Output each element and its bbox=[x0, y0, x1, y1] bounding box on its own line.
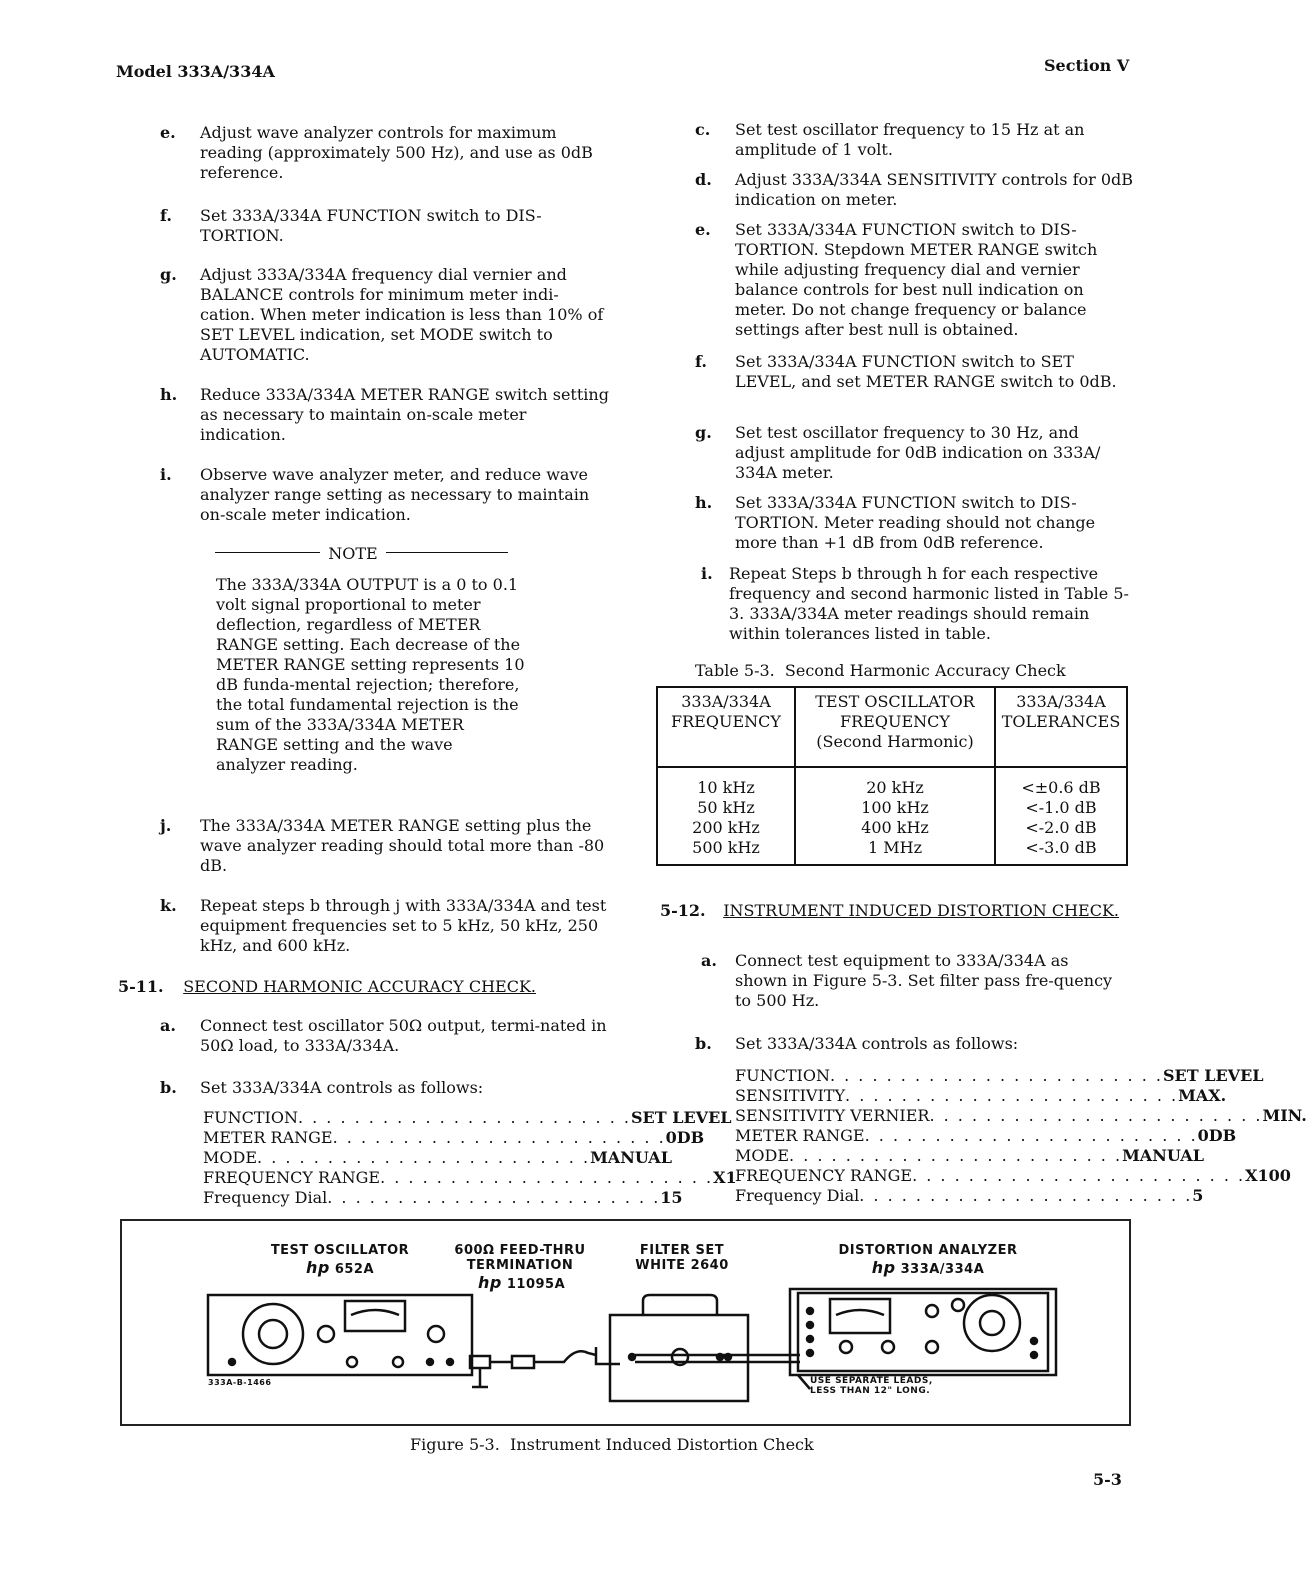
step-text: Connect test equipment to 333A/334A as shown in Figure 5-3. Set filter pass fre-quency to 500 Hz. bbox=[735, 951, 1113, 1010]
section-title: INSTRUMENT INDUCED DISTORTION CHECK. bbox=[723, 901, 1119, 920]
step-letter: h. bbox=[695, 493, 713, 512]
section-5-12-heading bbox=[660, 901, 1140, 921]
control-row bbox=[735, 1166, 1291, 1186]
step-letter: g. bbox=[695, 423, 712, 442]
control-name: MODE bbox=[203, 1148, 258, 1167]
step-text: Set test oscillator frequency to 30 Hz, and adjust amplitude for 0dB indication on 333A/ 334A meter. bbox=[735, 423, 1101, 482]
feed-thru-adapter bbox=[512, 1356, 534, 1368]
control-name: FUNCTION bbox=[735, 1066, 830, 1085]
step-letter: f. bbox=[160, 206, 172, 225]
analyzer-meter bbox=[830, 1299, 890, 1333]
step-letter: e. bbox=[160, 123, 176, 142]
control-value: SET LEVEL bbox=[630, 1108, 732, 1127]
note-rule-right bbox=[386, 552, 508, 553]
analyzer-jack bbox=[1031, 1352, 1037, 1358]
analyzer-dial-knob bbox=[980, 1311, 1004, 1335]
step-letter: a. bbox=[701, 951, 717, 970]
oscillator-meter-arc bbox=[351, 1310, 399, 1315]
table-caption: Table 5-3. Second Harmonic Accuracy Check bbox=[695, 661, 1066, 680]
analyzer-dial bbox=[964, 1295, 1020, 1351]
control-row bbox=[735, 1086, 1227, 1106]
section-number: 5-12. bbox=[660, 901, 706, 920]
control-name: FREQUENCY RANGE bbox=[203, 1168, 381, 1187]
termination-model: 11095A bbox=[506, 1277, 566, 1292]
oscillator-jack bbox=[427, 1359, 433, 1365]
section-number: 5-11. bbox=[118, 977, 164, 996]
control-value: 0DB bbox=[1197, 1126, 1237, 1145]
termination-line2: TERMINATION bbox=[466, 1258, 574, 1273]
analyzer-jack bbox=[807, 1322, 813, 1328]
control-name: METER RANGE bbox=[735, 1126, 865, 1145]
control-value: X100 bbox=[1245, 1166, 1291, 1185]
section-title: SECOND HARMONIC ACCURACY CHECK. bbox=[183, 977, 536, 996]
table-cell: <-2.0 dB bbox=[1025, 818, 1097, 837]
control-row bbox=[735, 1106, 1307, 1126]
lead-note-line: LESS THAN 12" LONG. bbox=[810, 1386, 931, 1396]
note-rule-left bbox=[215, 552, 320, 553]
hp-logo: hp bbox=[478, 1273, 502, 1292]
dot-leader: . . . . . . . . . . . . . . . . . . . . . . . . bbox=[297, 1108, 631, 1127]
analyzer-name: DISTORTION ANALYZER bbox=[838, 1243, 1018, 1258]
cable bbox=[596, 1347, 620, 1364]
oscillator-knob bbox=[428, 1326, 444, 1342]
analyzer-knob bbox=[840, 1341, 852, 1353]
control-value: MANUAL bbox=[1122, 1146, 1204, 1165]
header-line: TOLERANCES bbox=[1001, 712, 1121, 731]
table-cell: 20 kHz bbox=[866, 778, 924, 797]
step-text: Set 333A/334A FUNCTION switch to SET LEVEL, and set METER RANGE switch to 0dB. bbox=[735, 352, 1117, 391]
control-row bbox=[203, 1108, 732, 1128]
header-line: FREQUENCY bbox=[840, 712, 950, 731]
analyzer-jack bbox=[807, 1350, 813, 1356]
step-letter: a. bbox=[160, 1016, 176, 1035]
oscillator-jack bbox=[229, 1359, 235, 1365]
step-letter: c. bbox=[695, 120, 711, 139]
header-line: 333A/334A bbox=[681, 692, 771, 711]
step-text: Adjust wave analyzer controls for maximum reading (approximately 500 Hz), and use as 0dB reference. bbox=[200, 123, 593, 182]
control-row bbox=[735, 1066, 1264, 1086]
analyzer-knob bbox=[952, 1299, 964, 1311]
control-name: METER RANGE bbox=[203, 1128, 333, 1147]
step-letter: h. bbox=[160, 385, 178, 404]
table-header bbox=[657, 687, 795, 767]
table-header-row bbox=[657, 687, 1127, 767]
filter-handle bbox=[643, 1295, 717, 1315]
oscillator-meter bbox=[345, 1301, 405, 1331]
control-value: 15 bbox=[660, 1188, 683, 1207]
oscillator-jack bbox=[347, 1357, 357, 1367]
page-number: 5-3 bbox=[1093, 1470, 1122, 1489]
step-text: Set 333A/334A controls as follows: bbox=[735, 1034, 1019, 1053]
analyzer-jack bbox=[807, 1308, 813, 1314]
oscillator-knob bbox=[318, 1326, 334, 1342]
step-letter: d. bbox=[695, 170, 712, 189]
dot-leader: . . . . . . . . . . . . . . . . . . . . . . . . bbox=[912, 1166, 1246, 1185]
dot-leader: . . . . . . . . . . . . . . . . . . . . . . . . bbox=[380, 1168, 714, 1187]
step-text: Repeat Steps b through h for each respective frequency and second harmonic listed in Table 5-3. 333A/334A meter readings should remain within tolerances listed in table. bbox=[729, 564, 1129, 643]
table-cell: 10 kHz bbox=[697, 778, 755, 797]
control-value: 0DB bbox=[665, 1128, 705, 1147]
step-text: Set 333A/334A FUNCTION switch to DIS-TORTION. Stepdown METER RANGE switch while adjusting frequency dial and vernier balance controls for best null indication on meter. Do not change frequency or balance settings after best null is obtained. bbox=[735, 220, 1098, 339]
table-cell: 400 kHz bbox=[861, 818, 929, 837]
control-row bbox=[735, 1126, 1237, 1146]
dot-leader: . . . . . . . . . . . . . . . . . . . . . . . . bbox=[789, 1146, 1123, 1165]
control-value: 5 bbox=[1192, 1186, 1204, 1205]
control-name: Frequency Dial bbox=[735, 1186, 860, 1205]
table-cell: <-1.0 dB bbox=[1025, 798, 1097, 817]
control-name: Frequency Dial bbox=[203, 1188, 328, 1207]
control-name: FREQUENCY RANGE bbox=[735, 1166, 913, 1185]
hp-logo: hp bbox=[305, 1258, 330, 1277]
control-row bbox=[735, 1146, 1204, 1166]
lead-note bbox=[810, 1376, 933, 1396]
figure-caption: Figure 5-3. Instrument Induced Distortion Check bbox=[410, 1435, 814, 1454]
step-text: Connect test oscillator 50Ω output, termi-nated in 50Ω load, to 333A/334A. bbox=[200, 1016, 607, 1055]
control-name: SENSITIVITY bbox=[735, 1086, 846, 1105]
table-col-freq bbox=[657, 767, 795, 865]
control-row bbox=[203, 1168, 737, 1188]
header-line: (Second Harmonic) bbox=[816, 732, 974, 751]
control-name: SENSITIVITY VERNIER bbox=[735, 1106, 930, 1125]
table-cell: 200 kHz bbox=[692, 818, 760, 837]
connection-cables bbox=[470, 1347, 800, 1387]
step-text: Set 333A/334A controls as follows: bbox=[200, 1078, 484, 1097]
controls-512 bbox=[735, 1066, 1307, 1206]
step-letter: k. bbox=[160, 896, 177, 915]
step-letter: i. bbox=[160, 465, 172, 484]
filter-jack bbox=[717, 1354, 723, 1360]
table-body bbox=[657, 767, 1127, 865]
step-text: Repeat steps b through j with 333A/334A and test equipment frequencies set to 5 kHz, 50 kHz, 250 kHz, and 600 kHz. bbox=[200, 896, 607, 955]
step-text: Adjust 333A/334A SENSITIVITY controls for 0dB indication on meter. bbox=[735, 170, 1134, 209]
step-letter: i. bbox=[701, 564, 713, 583]
control-value: X1 bbox=[713, 1168, 737, 1187]
filter-name: FILTER SET bbox=[639, 1243, 725, 1258]
oscillator-dial-knob bbox=[259, 1320, 287, 1348]
step-text: Adjust 333A/334A frequency dial vernier and BALANCE controls for minimum meter indi-cation. When meter indication is less than 10% of SET LEVEL indication, set MODE switch to AUTOMATIC. bbox=[200, 265, 604, 364]
table-header bbox=[995, 687, 1127, 767]
control-row bbox=[735, 1186, 1204, 1206]
filter-jack bbox=[629, 1354, 635, 1360]
analyzer-meter-arc bbox=[836, 1310, 884, 1315]
dot-leader: . . . . . . . . . . . . . . . . . . . . . . . . bbox=[257, 1148, 591, 1167]
table-5-3 bbox=[656, 686, 1128, 866]
step-letter: g. bbox=[160, 265, 177, 284]
figure-part-number: 333A-B-1466 bbox=[208, 1378, 272, 1387]
step-text: Set 333A/334A FUNCTION switch to DIS-TORTION. bbox=[200, 206, 542, 245]
oscillator-name: TEST OSCILLATOR bbox=[270, 1243, 410, 1258]
header-model: Model 333A/334A bbox=[116, 62, 275, 81]
control-value: MIN. bbox=[1262, 1106, 1307, 1125]
step-text: The 333A/334A METER RANGE setting plus the wave analyzer reading should total more than -80 dB. bbox=[200, 816, 605, 875]
header-line: TEST OSCILLATOR bbox=[815, 692, 975, 711]
table-header bbox=[795, 687, 995, 767]
lead-note-line: USE SEPARATE LEADS, bbox=[810, 1376, 933, 1386]
dot-leader: . . . . . . . . . . . . . . . . . . . . . . . . bbox=[845, 1086, 1179, 1105]
termination-name: 600Ω FEED-THRU bbox=[454, 1243, 586, 1258]
analyzer-model: 333A/334A bbox=[900, 1262, 985, 1277]
control-value: MAX. bbox=[1178, 1086, 1227, 1105]
oscillator-dial bbox=[243, 1304, 303, 1364]
note-heading: NOTE bbox=[328, 544, 378, 563]
analyzer-knob bbox=[926, 1305, 938, 1317]
figure-5-3-diagram bbox=[120, 1219, 1127, 1422]
control-value: SET LEVEL bbox=[1162, 1066, 1264, 1085]
step-letter: b. bbox=[695, 1034, 712, 1053]
dot-leader: . . . . . . . . . . . . . . . . . . . . . . . . bbox=[859, 1186, 1193, 1205]
control-name: MODE bbox=[735, 1146, 790, 1165]
step-text: Reduce 333A/334A METER RANGE switch setting as necessary to maintain on-scale meter indication. bbox=[200, 385, 609, 444]
step-letter: e. bbox=[695, 220, 711, 239]
oscillator-jack bbox=[393, 1357, 403, 1367]
control-row bbox=[203, 1148, 672, 1168]
analyzer-jack bbox=[807, 1336, 813, 1342]
filter-drawing bbox=[610, 1295, 748, 1401]
hp-logo: hp bbox=[871, 1258, 896, 1277]
table-cell: <-3.0 dB bbox=[1025, 838, 1097, 857]
filter-jack bbox=[725, 1354, 731, 1360]
table-cell: 100 kHz bbox=[861, 798, 929, 817]
control-name: FUNCTION bbox=[203, 1108, 298, 1127]
lead-pointer bbox=[798, 1375, 810, 1389]
oscillator-drawing bbox=[208, 1295, 472, 1375]
filter-model: WHITE 2640 bbox=[635, 1258, 729, 1273]
analyzer-knob bbox=[926, 1341, 938, 1353]
analyzer-knob bbox=[882, 1341, 894, 1353]
header-section: Section V bbox=[1044, 56, 1130, 75]
dot-leader: . . . . . . . . . . . . . . . . . . . . . . . . bbox=[327, 1188, 661, 1207]
header-line: FREQUENCY bbox=[671, 712, 781, 731]
dot-leader: . . . . . . . . . . . . . . . . . . . . . . . . bbox=[864, 1126, 1198, 1145]
table-cell: 50 kHz bbox=[697, 798, 755, 817]
control-value: MANUAL bbox=[590, 1148, 672, 1167]
analyzer-jack bbox=[1031, 1338, 1037, 1344]
controls-511 bbox=[203, 1108, 737, 1208]
step-letter: j. bbox=[160, 816, 172, 835]
table-cell: 1 MHz bbox=[867, 838, 923, 857]
table-col-osc bbox=[795, 767, 995, 865]
analyzer-drawing bbox=[790, 1289, 1056, 1389]
step-letter: b. bbox=[160, 1078, 177, 1097]
control-row bbox=[203, 1128, 705, 1148]
oscillator-jack bbox=[447, 1359, 453, 1365]
dot-leader: . . . . . . . . . . . . . . . . . . . . . . . . bbox=[332, 1128, 666, 1147]
step-letter: f. bbox=[695, 352, 707, 371]
dot-leader: . . . . . . . . . . . . . . . . . . . . . . . . bbox=[929, 1106, 1263, 1125]
header-line: 333A/334A bbox=[1016, 692, 1106, 711]
table-cell: 500 kHz bbox=[692, 838, 760, 857]
table-col-tol bbox=[995, 767, 1127, 865]
step-text: Observe wave analyzer meter, and reduce wave analyzer range setting as necessary to maintain on-scale meter indication. bbox=[200, 465, 590, 524]
note-text: The 333A/334A OUTPUT is a 0 to 0.1 volt signal proportional to meter deflection, regardless of METER RANGE setting. Each decrease of the METER RANGE setting represents 10 dB funda-mental rejection; therefore, the total fundamental rejection is the sum of the 333A/334A METER RANGE setting and the wave analyzer reading. bbox=[216, 575, 525, 774]
dot-leader: . . . . . . . . . . . . . . . . . . . . . . . . bbox=[829, 1066, 1163, 1085]
step-text: Set 333A/334A FUNCTION switch to DIS-TORTION. Meter reading should not change more than +1 dB from 0dB reference. bbox=[735, 493, 1096, 552]
control-row bbox=[203, 1188, 683, 1208]
step-text: Set test oscillator frequency to 15 Hz at an amplitude of 1 volt. bbox=[735, 120, 1085, 159]
oscillator-model: 652A bbox=[334, 1262, 375, 1277]
section-5-11-heading bbox=[118, 977, 578, 997]
cable bbox=[534, 1351, 596, 1362]
table-cell: <±0.6 dB bbox=[1021, 778, 1101, 797]
